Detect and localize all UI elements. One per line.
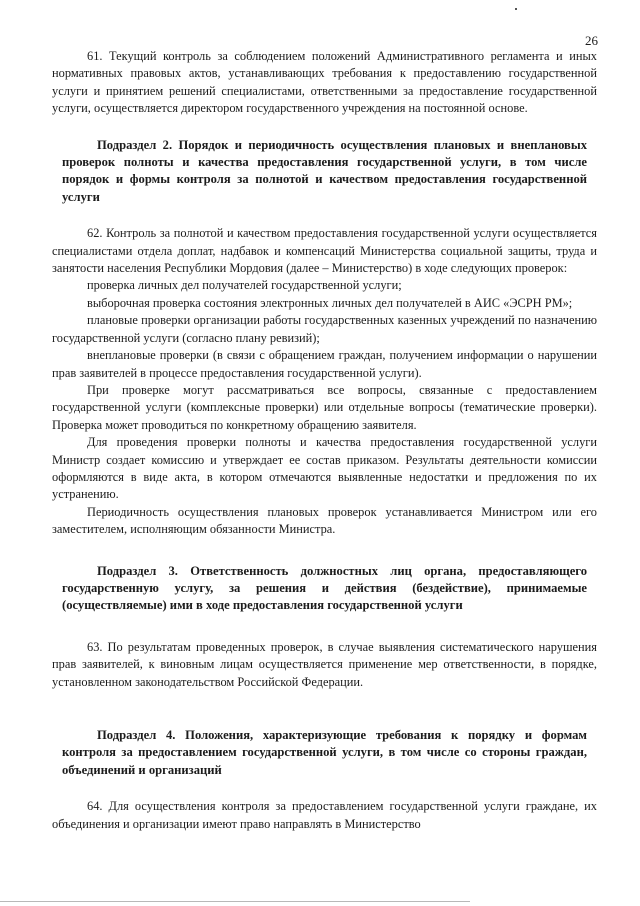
page-number: 26 [585,33,598,48]
paragraph-62-item: При проверке могут рассматриваться все вопросы, связанные с предоставлением государственной услуги (комплексные проверки) или отдельные вопросы (тематические проверки). Проверка может проводиться по конкретному обращению заявителя. [52,382,597,432]
paragraph-62-item: Для проведения проверки полноты и качества предоставления государственной услуги Министр создает комиссию и утверждает ее состав приказом. Результаты деятельности комиссии оформляются в виде акта, в котором отмечаются выявленные недостатки и предложения по их устранению. [52,435,597,502]
scan-speck [515,8,517,10]
paragraph-64: 64. Для осуществления контроля за предоставлением государственной услуги граждане, их объединения и организации имеют право направлять в Министерство [52,799,597,831]
paragraph-62: 62. Контроль за полнотой и качеством предоставления государственной услуги осуществляется специалистами отдела доплат, надбавок и компенсаций Министерства социальной защиты, труда и занятости населения Республики Мордовия (далее – Министерство) в ходе следующих проверок: [52,226,597,276]
paragraph-62-item: внеплановые проверки (в связи с обращением граждан, получением информации о нарушении прав заявителей в процессе предоставления государственной услуги). [52,348,597,380]
paragraph-62-item: проверка личных дел получателей государственной услуги; [87,278,402,293]
heading-subsection-4: Подраздел 4. Положения, характеризующие требования к порядку и формам контроля за предоставлением государственной услуги, в том числе со стороны граждан, объединений и организаций [62,728,587,777]
paragraph-61: 61. Текущий контроль за соблюдением положений Административного регламента и иных нормативных правовых актов, устанавливающих требования к предоставлению государственной услуги и принятием решений специалистами, ответственными за предоставление государственной услуги, осуществляется директором государственного учреждения на постоянной основе. [52,49,597,116]
heading-subsection-3: Подраздел 3. Ответственность должностных лиц органа, предоставляющего государственную услугу, за решения и действия (бездействие), принимаемые (осуществляемые) ими в ходе предоставления государственной услуги [62,563,587,613]
paragraph-62-item: Периодичность осуществления плановых проверок устанавливается Министром или его заместителем, исполняющим обязанности Министра. [52,504,597,537]
paragraph-62-item: плановые проверки организации работы государственных казенных учреждений по назначению государственной услуги (согласно плану ревизий); [52,313,597,345]
scan-edge-line [0,901,470,902]
paragraph-63: 63. По результатам проведенных проверок, в случае выявления систематического нарушения прав заявителей, к виновным лицам осуществляется применение мер ответственности, в порядке, установленном законодательством Российской Федерации. [52,639,597,689]
document-body [52,48,597,833]
paragraph-62-item: выборочная проверка состояния электронных личных дел получателей в АИС «ЭСРН РМ»; [87,295,573,310]
heading-subsection-2: Подраздел 2. Порядок и периодичность осуществления плановых и внеплановых проверок полноты и качества предоставления государственной услуги, в том числе порядок и формы контроля за полнотой и качеством предоставления государственной услуги [62,137,587,204]
